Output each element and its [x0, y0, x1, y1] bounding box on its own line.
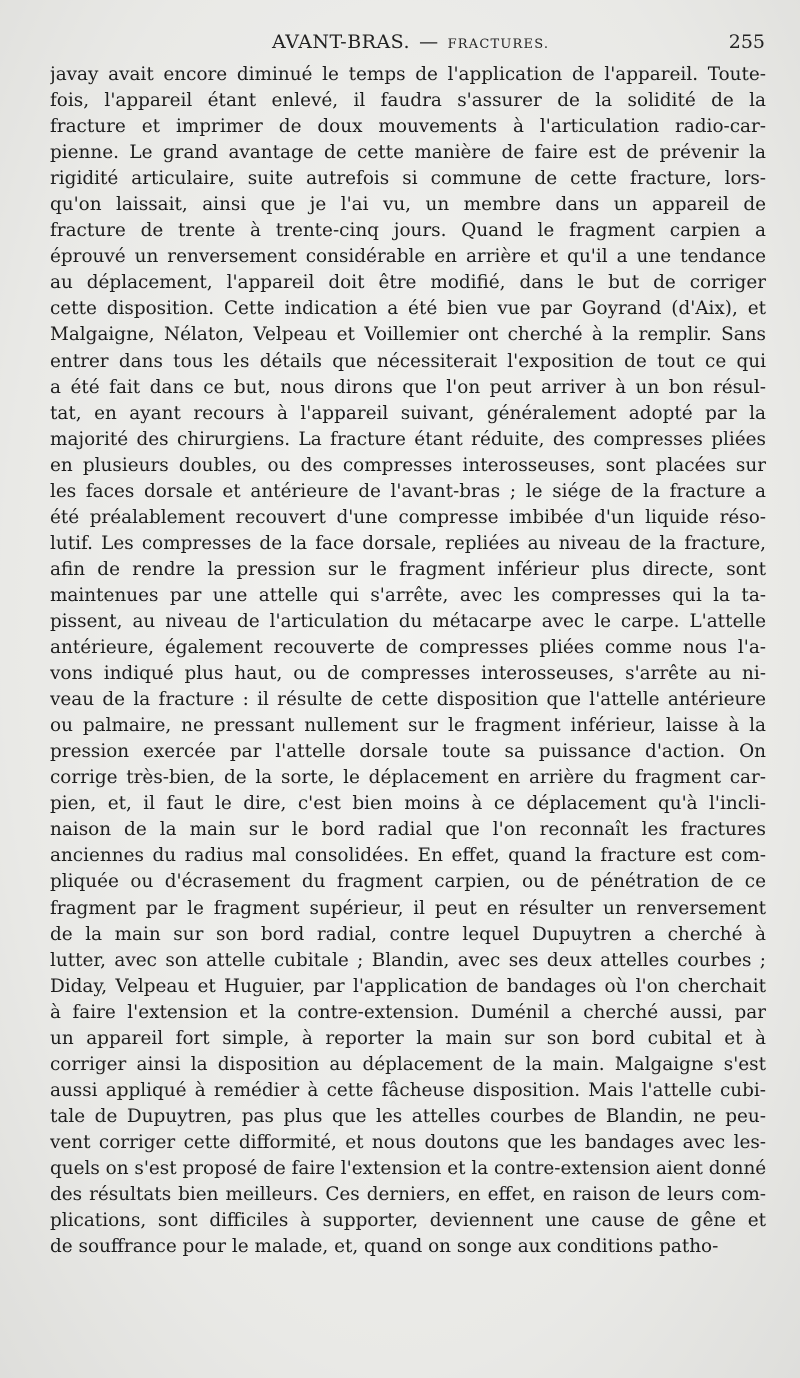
text-line: de souffrance pour le malade, et, quand on songe aux conditions patho- — [50, 1236, 719, 1258]
text-line: majorité des chirurgiens. La fracture étant réduite, des compresses pliées — [50, 428, 766, 450]
text-line: naison de la main sur le bord radial que l'on reconnaît les fractures — [50, 819, 766, 841]
text-line: aussi appliqué à remédier à cette fâcheuse disposition. Mais l'attelle cubi- — [50, 1079, 766, 1101]
text-line: lutter, avec son attelle cubitale ; Blandin, avec ses deux attelles courbes ; — [50, 949, 766, 971]
running-title — [272, 31, 549, 53]
text-line: maintenues par une attelle qui s'arrête, avec les compresses qui la ta- — [50, 584, 766, 606]
text-line: corrige très-bien, de la sorte, le déplacement en arrière du fragment car- — [50, 767, 766, 789]
text-line: tale de Dupuytren, pas plus que les attelles courbes de Blandin, ne peu- — [50, 1105, 766, 1127]
text-line: cette disposition. Cette indication a été bien vue par Goyrand (d'Aix), et — [50, 298, 766, 320]
body-text — [50, 62, 766, 1260]
text-line: vent corriger cette difformité, et nous doutons que les bandages avec les- — [50, 1131, 766, 1153]
chapter-title: AVANT-BRAS. — [272, 31, 411, 53]
text-line: pienne. Le grand avantage de cette manière de faire est de prévenir la — [50, 142, 766, 164]
text-line: fois, l'appareil étant enlevé, il faudra s'assurer de la solidité de la — [50, 90, 766, 112]
text-line: anciennes du radius mal consolidées. En effet, quand la fracture est com- — [50, 845, 766, 867]
text-line: à faire l'extension et la contre-extension. Duménil a cherché aussi, par — [50, 1001, 766, 1023]
text-line: pissent, au niveau de l'articulation du métacarpe avec le carpe. L'attelle — [50, 610, 766, 632]
text-line: les faces dorsale et antérieure de l'avant-bras ; le siége de la fracture a — [50, 480, 766, 502]
text-line: Diday, Velpeau et Huguier, par l'application de bandages où l'on cherchait — [50, 975, 766, 997]
text-line: rigidité articulaire, suite autrefois si commune de cette fracture, lors- — [50, 168, 766, 190]
text-line: ou palmaire, ne pressant nullement sur le fragment inférieur, laisse à la — [50, 715, 766, 737]
text-line: un appareil fort simple, à reporter la main sur son bord cubital et à — [50, 1027, 766, 1049]
text-line: javay avait encore diminué le temps de l'application de l'appareil. Toute- — [50, 64, 766, 85]
text-line: afin de rendre la pression sur le fragment inférieur plus directe, sont — [50, 558, 766, 580]
text-line: fracture de trente à trente-cinq jours. Quand le fragment carpien a — [50, 220, 766, 242]
text-line: qu'on laissait, ainsi que je l'ai vu, un membre dans un appareil de — [50, 194, 766, 216]
section-title: FRACTURES. — [447, 37, 550, 52]
text-line: veau de la fracture : il résulte de cette disposition que l'attelle antérieure — [50, 689, 766, 711]
page-header — [50, 31, 765, 61]
text-line: pliquée ou d'écrasement du fragment carpien, ou de pénétration de ce — [50, 871, 766, 893]
page-number: 255 — [728, 31, 765, 53]
text-line: tat, en ayant recours à l'appareil suivant, généralement adopté par la — [50, 402, 766, 424]
text-line: quels on s'est proposé de faire l'extension et la contre-extension aient donné — [50, 1157, 766, 1179]
text-line: lutif. Les compresses de la face dorsale, repliées au niveau de la fracture, — [50, 532, 766, 554]
text-line: au déplacement, l'appareil doit être modifié, dans le but de corriger — [50, 272, 766, 294]
text-line: éprouvé un renversement considérable en arrière et qu'il a une tendance — [50, 246, 766, 268]
text-line: entrer dans tous les détails que nécessiterait l'exposition de tout ce qui — [50, 350, 766, 372]
text-line: a été fait dans ce but, nous dirons que l'on peut arriver à un bon résul- — [50, 376, 766, 398]
text-line: été préalablement recouvert d'une compresse imbibée d'un liquide réso- — [50, 506, 766, 528]
text-line: Malgaigne, Nélaton, Velpeau et Voillemier ont cherché à la remplir. Sans — [50, 324, 766, 346]
text-line: des résultats bien meilleurs. Ces derniers, en effet, en raison de leurs com- — [50, 1184, 766, 1206]
text-line: de la main sur son bord radial, contre lequel Dupuytren a cherché à — [50, 923, 766, 945]
text-line: en plusieurs doubles, ou des compresses interosseuses, sont placées sur — [50, 454, 766, 476]
text-line: fragment par le fragment supérieur, il peut en résulter un renversement — [50, 897, 766, 919]
text-line: pien, et, il faut le dire, c'est bien moins à ce déplacement qu'à l'incli- — [50, 793, 766, 815]
text-line: antérieure, également recouverte de compresses pliées comme nous l'a- — [50, 637, 766, 659]
text-line: plications, sont difficiles à supporter, deviennent une cause de gêne et — [50, 1210, 766, 1232]
text-line: vons indiqué plus haut, ou de compresses interosseuses, s'arrête au ni- — [50, 663, 766, 685]
header-separator: — — [419, 31, 439, 53]
text-line: fracture et imprimer de doux mouvements à l'articulation radio-car- — [50, 116, 766, 138]
text-line: corriger ainsi la disposition au déplacement de la main. Malgaigne s'est — [50, 1053, 766, 1075]
text-line: pression exercée par l'attelle dorsale toute sa puissance d'action. On — [50, 741, 766, 763]
